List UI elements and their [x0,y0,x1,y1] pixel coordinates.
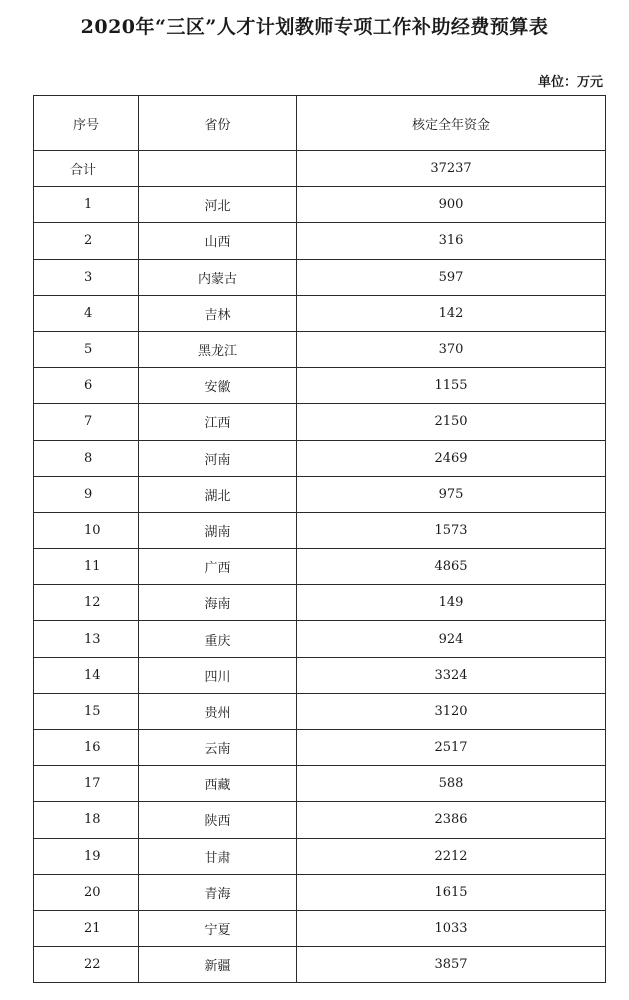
unit-label: 单位：万元 [537,75,603,90]
row-index: 16 [34,730,139,766]
table-row [34,187,606,223]
row-province: 青海 [139,874,297,910]
table-row [34,476,606,512]
table-row [34,874,606,910]
header-row [34,96,606,151]
row-index: 19 [34,838,139,874]
row-amount: 2386 [297,802,606,838]
table-row [34,404,606,440]
row-index: 6 [34,368,139,404]
row-province: 黑龙江 [139,331,297,367]
row-amount: 3324 [297,657,606,693]
table-row [34,259,606,295]
row-index: 1 [34,187,139,223]
table-row [34,295,606,331]
row-province: 河北 [139,187,297,223]
total-province [139,151,297,187]
row-index: 9 [34,476,139,512]
row-province: 贵州 [139,693,297,729]
row-amount: 149 [297,585,606,621]
row-index: 21 [34,910,139,946]
row-province: 安徽 [139,368,297,404]
table-row [34,512,606,548]
row-index: 18 [34,802,139,838]
row-amount: 3857 [297,947,606,983]
row-province: 湖北 [139,476,297,512]
row-province: 吉林 [139,295,297,331]
row-province: 江西 [139,404,297,440]
table-row [34,766,606,802]
row-index: 20 [34,874,139,910]
table-row [34,910,606,946]
table-row [34,331,606,367]
header-province: 省份 [139,96,297,151]
row-index: 4 [34,295,139,331]
row-amount: 2150 [297,404,606,440]
row-province: 河南 [139,440,297,476]
table-row [34,549,606,585]
table-row [34,223,606,259]
row-amount: 4865 [297,549,606,585]
row-amount: 1155 [297,368,606,404]
row-amount: 597 [297,259,606,295]
row-amount: 1573 [297,512,606,548]
table-row [34,838,606,874]
row-index: 8 [34,440,139,476]
row-amount: 2212 [297,838,606,874]
table-body [34,151,606,983]
header-amount: 核定全年资金 [297,96,606,151]
row-province: 甘肃 [139,838,297,874]
row-index: 12 [34,585,139,621]
row-index: 2 [34,223,139,259]
budget-table [33,95,606,983]
row-province: 内蒙古 [139,259,297,295]
table-row [34,802,606,838]
row-province: 山西 [139,223,297,259]
row-index: 11 [34,549,139,585]
row-index: 15 [34,693,139,729]
table-row [34,585,606,621]
total-label: 合计 [34,151,139,187]
row-index: 14 [34,657,139,693]
row-province: 宁夏 [139,910,297,946]
row-amount: 2469 [297,440,606,476]
row-amount: 588 [297,766,606,802]
row-amount: 1615 [297,874,606,910]
row-amount: 142 [297,295,606,331]
document-title: 2020年“三区”人才计划教师专项工作补助经费预算表 [80,16,549,38]
row-province: 新疆 [139,947,297,983]
table-row [34,621,606,657]
header-index: 序号 [34,96,139,151]
table-row [34,657,606,693]
row-index: 13 [34,621,139,657]
table-row [34,947,606,983]
row-province: 湖南 [139,512,297,548]
row-amount: 1033 [297,910,606,946]
row-province: 广西 [139,549,297,585]
row-province: 陕西 [139,802,297,838]
row-province: 云南 [139,730,297,766]
row-index: 5 [34,331,139,367]
table-row [34,368,606,404]
row-index: 10 [34,512,139,548]
row-index: 22 [34,947,139,983]
total-amount: 37237 [297,151,606,187]
row-province: 海南 [139,585,297,621]
row-amount: 975 [297,476,606,512]
row-amount: 924 [297,621,606,657]
table-row [34,693,606,729]
row-amount: 370 [297,331,606,367]
table-row [34,730,606,766]
row-index: 7 [34,404,139,440]
row-province: 重庆 [139,621,297,657]
total-row [34,151,606,187]
row-amount: 900 [297,187,606,223]
table-row [34,440,606,476]
row-amount: 3120 [297,693,606,729]
row-index: 17 [34,766,139,802]
row-amount: 2517 [297,730,606,766]
table-header [34,96,606,151]
row-index: 3 [34,259,139,295]
row-province: 西藏 [139,766,297,802]
row-province: 四川 [139,657,297,693]
row-amount: 316 [297,223,606,259]
